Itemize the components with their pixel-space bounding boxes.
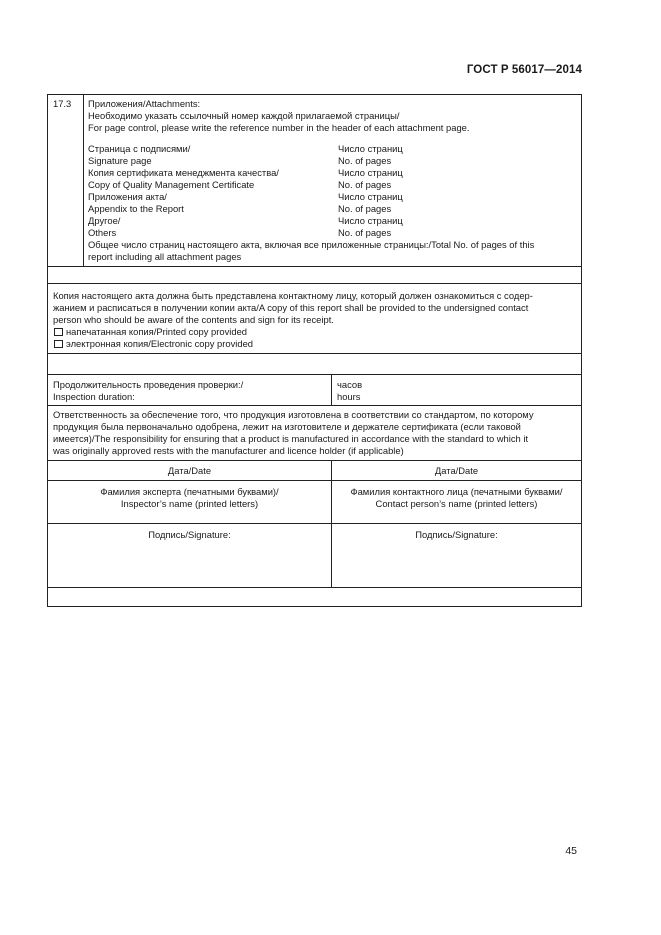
printed-copy-checkbox[interactable] [54,328,63,336]
attachment-label: Copy of Quality Management Certificate [88,179,255,190]
copy-text-line: person who should be aware of the contents and sign for its receipt. [53,314,334,325]
electronic-copy-label: электронная копия/Electronic copy provided [66,338,253,349]
attachment-label: Страница с подписями/ [88,143,191,154]
attachment-label: Копия сертификата менеджмента качества/ [88,167,279,178]
attachment-label: Appendix to the Report [88,203,184,214]
electronic-copy-option[interactable] [53,338,576,350]
contact-name-cell[interactable] [332,481,581,523]
inspector-date-label: Дата/Date [167,465,212,476]
total-pages-line: report including all attachment pages [88,251,242,262]
names-row [48,481,581,524]
empty-row [48,588,581,606]
attachment-count-label: Число страниц [338,143,403,154]
duration-label-en: Inspection duration: [53,391,135,402]
inspector-signature-label: Подпись/Signature: [148,529,231,540]
contact-date-cell[interactable] [332,461,581,480]
attachment-list [88,143,577,239]
contact-date-label: Дата/Date [434,465,479,476]
attachment-count-label: Число страниц [338,167,403,178]
attachment-count-label: No. of pages [338,155,392,166]
responsibility-line: продукция была первоначально одобрена, лежит на изготовителе и держателе сертификата (если таковой [53,421,521,432]
attachment-item [88,143,577,155]
responsibility-statement [48,406,581,461]
attachment-item [88,167,577,179]
inspector-signature-cell[interactable] [48,524,332,587]
attachment-count-label: No. of pages [338,179,392,190]
duration-value-cell[interactable] [332,375,581,405]
section-17-3 [48,95,581,267]
printed-copy-option[interactable] [53,326,576,338]
inspector-date-cell[interactable] [48,461,332,480]
electronic-copy-checkbox[interactable] [54,340,63,348]
copy-section [48,284,581,354]
attachment-count-label: No. of pages [338,203,392,214]
attachment-item [88,155,577,167]
attachments-form [47,94,582,607]
contact-name-label-ru: Фамилия контактного лица (печатными буквами/ [350,486,563,497]
attachment-count-label: Число страниц [338,191,403,202]
attachment-item [88,227,577,239]
attachment-item [88,179,577,191]
inspector-name-cell[interactable] [48,481,332,523]
printed-copy-label: напечатанная копия/Printed copy provided [66,326,248,337]
section-note-en: For page control, please write the reference number in the header of each attachment page. [88,122,470,133]
page-number: 45 [565,845,577,857]
attachment-label: Другое/ [88,215,121,226]
responsibility-line: имеется)/The responsibility for ensuring that a product is manufactured in accordance with the standard to which it [53,433,529,444]
attachment-label: Приложения акта/ [88,191,167,202]
total-pages-line: Общее число страниц настоящего акта, включая все приложенные страницы:/Total No. of pages of this [88,239,535,250]
attachment-item [88,215,577,227]
section-number: 17.3 [48,95,84,266]
attachment-label: Signature page [88,155,152,166]
contact-signature-cell[interactable] [332,524,581,587]
copy-text-line: жанием и расписаться в получении копии акта/A copy of this report shall be provided to the undersigned contact [53,302,529,313]
contact-name-label-en: Contact person’s name (printed letters) [375,498,538,509]
inspector-name-label-en: Inspector’s name (printed letters) [120,498,259,509]
empty-row [48,267,581,284]
duration-label-cell [48,375,332,405]
duration-label-ru: Продолжительность проведения проверки:/ [53,379,244,390]
attachment-item [88,191,577,203]
responsibility-line: was originally approved rests with the manufacturer and licence holder (if applicable) [53,445,404,456]
date-row [48,461,581,481]
duration-unit-ru: часов [337,379,363,390]
section-note-ru: Необходимо указать ссылочный номер каждой прилагаемой страницы/ [88,110,400,121]
responsibility-line: Ответственность за обеспечение того, что продукция изготовлена в соответствии со стандартом, по которому [53,409,534,420]
document-header: ГОСТ Р 56017—2014 [466,64,582,76]
contact-signature-label: Подпись/Signature: [415,529,498,540]
copy-text-line: Копия настоящего акта должна быть представлена контактному лицу, который должен ознакомиться с содер- [53,290,533,301]
attachment-item [88,203,577,215]
attachment-count-label: Число страниц [338,215,403,226]
section-title: Приложения/Attachments: [88,98,201,109]
attachment-count-label: No. of pages [338,227,392,238]
duration-row [48,375,581,406]
signature-row [48,524,581,588]
attachment-label: Others [88,227,117,238]
empty-row [48,354,581,375]
section-body [84,95,581,266]
inspector-name-label-ru: Фамилия эксперта (печатными буквами)/ [100,486,279,497]
duration-unit-en: hours [337,391,361,402]
